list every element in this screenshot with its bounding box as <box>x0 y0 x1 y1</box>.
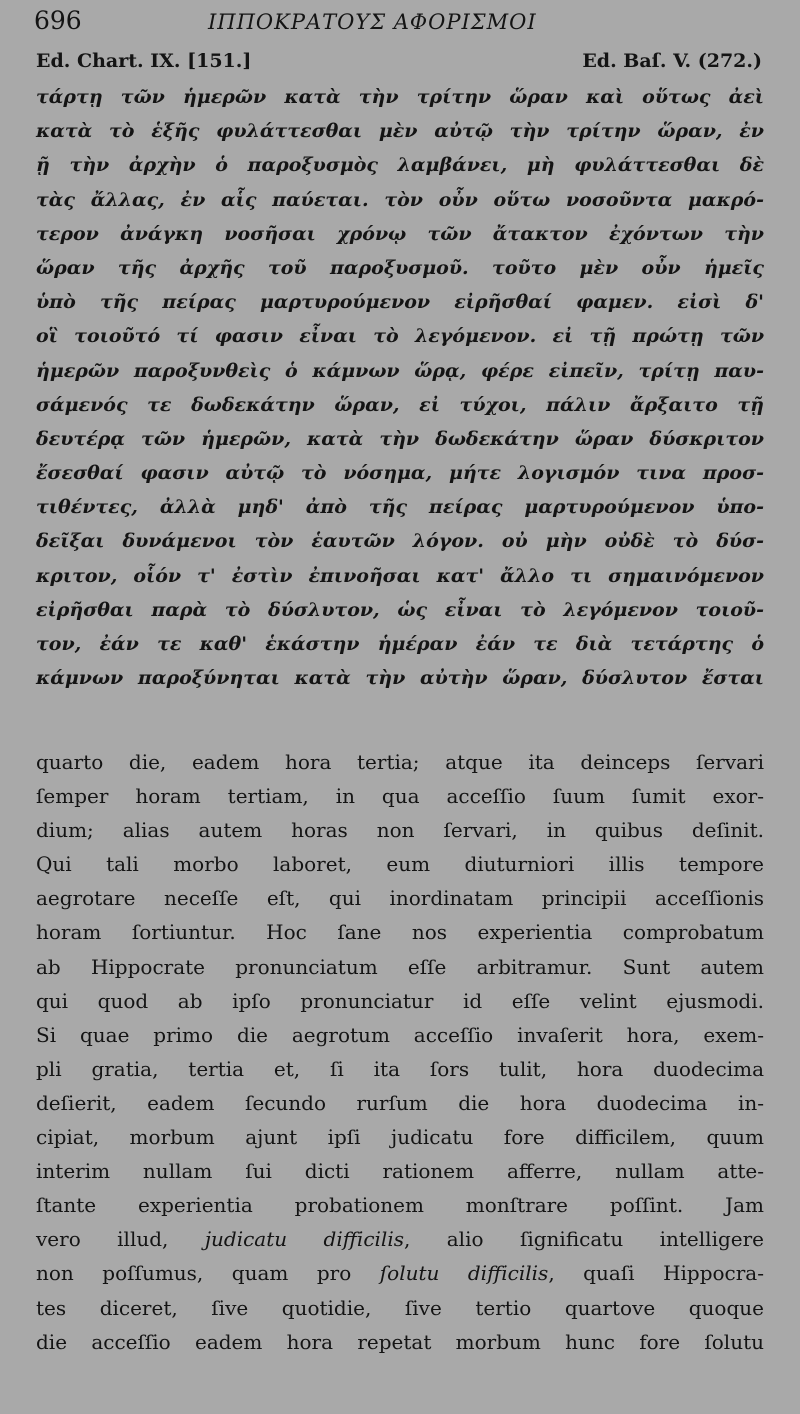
greek-line: ῇ τὴν ἀρχὴν ὁ παροξυσμὸς λαμβάνει, μὴ φυλάττεσθαι δὲ <box>36 154 764 177</box>
greek-line: τερον ἀνάγκη νοσῆσαι χρόνῳ τῶν ἄτακτον ἐχόντων τὴν <box>36 222 764 245</box>
greek-line: κριτον, οἷόν τ' ἐστὶν ἐπινοῆσαι κατ' ἄλλο τι σημαινόμενον <box>36 564 764 587</box>
greek-text-block <box>36 80 764 695</box>
italic-term: judicatu difficilis <box>204 1227 404 1252</box>
greek-line: τιθέντες, ἀλλὰ μηδ' ἀπὸ τῆς πείρας μαρτυρούμενον ὑπο- <box>36 496 764 519</box>
greek-line: τὰς ἄλλας, ἐν αἷς παύεται. τὸν οὖν οὕτω νοσοῦντα μακρό- <box>36 188 764 211</box>
latin-line: pli gratia, tertia et, ſi ita ſors tulit, hora duodecima <box>36 1056 764 1081</box>
greek-line: κατὰ τὸ ἑξῆς φυλάττεσθαι μὲν αὐτῷ τὴν τρίτην ὥραν, ἐν <box>36 120 764 143</box>
latin-line-with-italic <box>36 1222 764 1256</box>
latin-line: die acceſſio eadem hora repetat morbum hunc fore ſolutu <box>36 1329 764 1354</box>
latin-line: deſierit, eadem ſecundo rurſum die hora duodecima in- <box>36 1090 764 1115</box>
edition-left: Ed. Chart. IX. [151.] <box>36 50 252 72</box>
greek-line: τον, ἐάν τε καθ' ἑκάστην ἡμέραν ἐάν τε διὰ τετάρτης ὁ <box>36 633 764 655</box>
latin-line-with-italic <box>36 1256 764 1290</box>
latin-line: horam ſortiuntur. Hoc ſane nos experientia comprobatum <box>36 920 764 945</box>
latin-line: quarto die, eadem hora tertia; atque ita deinceps ſervari <box>36 750 764 774</box>
latin-text: , alio ſignificatu intelligere <box>403 1227 764 1252</box>
greek-line: κάμνων παροξύνηται κατὰ τὴν αὐτὴν ὥραν, δύσλυτον ἔσται <box>36 667 764 690</box>
greek-line: ἡμερῶν παροξυνθεὶς ὁ κάμνων ὥρᾳ, φέρε εἰπεῖν, τρίτῃ παυ- <box>36 359 764 382</box>
greek-line: οἳ τοιοῦτό τί φασιν εἶναι τὸ λεγόμενον. εἰ τῇ πρώτῃ τῶν <box>36 325 764 348</box>
greek-line: δευτέρᾳ τῶν ἡμερῶν, κατὰ τὴν δωδεκάτην ὥραν δύσκριτον <box>36 427 764 450</box>
latin-line: dium; alias autem horas non ſervari, in quibus deſinit. <box>36 818 764 843</box>
greek-line: τάρτῃ τῶν ἡμερῶν κατὰ τὴν τρίτην ὥραν καὶ οὕτως ἀεὶ <box>36 86 764 108</box>
greek-line: δεῖξαι δυνάμενοι τὸν ἑαυτῶν λόγον. οὐ μὴν οὐδὲ τὸ δύσ- <box>36 530 764 553</box>
page-number: 696 <box>34 6 82 35</box>
latin-line: interim nullam ſui dicti rationem afferre, nullam atte- <box>36 1159 764 1184</box>
greek-line: σάμενός τε δωδεκάτην ὥραν, εἰ τύχοι, πάλιν ἄρξαιτο τῇ <box>36 393 764 416</box>
greek-line: εἰρῆσθαι παρὰ τὸ δύσλυτον, ὡς εἶναι τὸ λεγόμενον τοιοῦ- <box>36 598 764 621</box>
latin-text-block <box>36 745 764 1359</box>
latin-line: aegrotare neceſſe eſt, qui inordinatam principii acceſſionis <box>36 886 764 911</box>
latin-line: ſtante experientia probationem monſtrare poſſint. Jam <box>36 1193 764 1218</box>
latin-line: ab Hippocrate pronunciatum eſſe arbitramur. Sunt autem <box>36 954 764 979</box>
edition-right: Ed. Baſ. V. (272.) <box>582 50 762 72</box>
latin-text: , quaſi Hippocra- <box>548 1261 764 1286</box>
latin-text: vero illud, <box>36 1227 205 1252</box>
latin-line: Si quae primo die aegrotum acceſſio invaſerit hora, exem- <box>36 1022 764 1047</box>
greek-line: ὥραν τῆς ἀρχῆς τοῦ παροξυσμοῦ. τοῦτο μὲν οὖν ἡμεῖς <box>36 256 764 279</box>
greek-line: ὑπὸ τῆς πείρας μαρτυρούμενον εἰρῆσθαί φαμεν. εἰσὶ δ' <box>36 291 764 314</box>
running-title: ΙΠΠΟΚΡΑΤΟΥΣ ΑΦΟΡΙΣΜΟΙ <box>208 10 537 34</box>
latin-line: Qui tali morbo laboret, eum diuturniori illis tempore <box>36 852 764 877</box>
italic-term: ſolutu difficilis <box>379 1261 549 1286</box>
latin-line: tes diceret, ſive quotidie, ſive tertio quartove quoque <box>36 1295 764 1320</box>
greek-line: ἔσεσθαί φασιν αὐτῷ τὸ νόσημα, μήτε λογισμόν τινα προσ- <box>36 462 764 485</box>
latin-line: cipiat, morbum ajunt ipſi judicatu fore difficilem, quum <box>36 1125 764 1150</box>
latin-text: non poſſumus, quam pro <box>36 1261 380 1286</box>
latin-line: ſemper horam tertiam, in qua acceſſio ſuum ſumit exor- <box>36 784 764 809</box>
latin-line: qui quod ab ipſo pronunciatur id eſſe velint ejusmodi. <box>36 988 764 1013</box>
